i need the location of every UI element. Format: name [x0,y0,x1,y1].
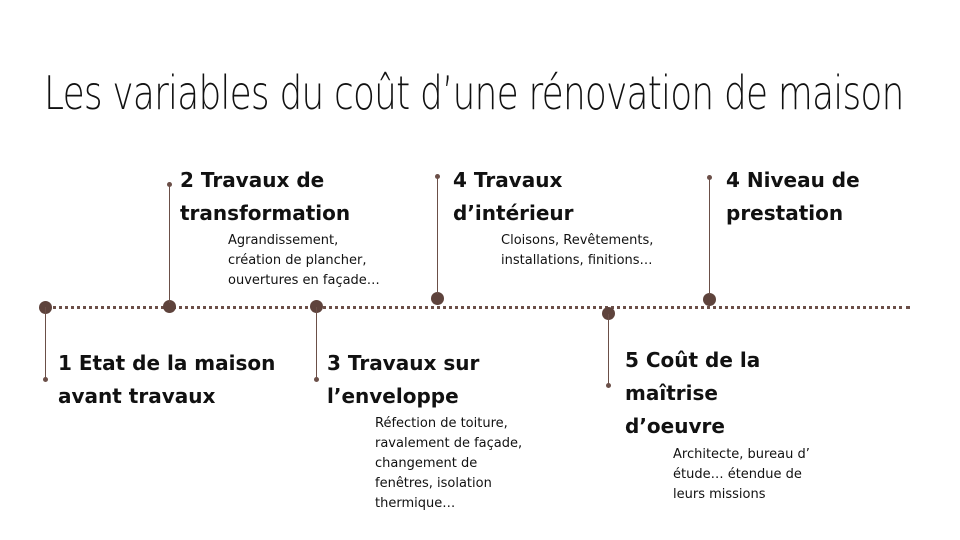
connector-tip-5 [606,383,611,388]
heading-line: maîtrise [625,381,718,405]
step-3-heading [327,347,479,413]
heading-line: 3 Travaux sur [327,351,480,375]
step-5-heading [625,344,760,443]
connector-tip-6 [707,175,712,180]
description-line: création de plancher, [228,253,367,268]
step-4-description [501,231,653,271]
connector-tip-3 [314,377,319,382]
connector-line-2 [169,184,170,303]
description-line: changement de [375,456,478,471]
heading-line: l’enveloppe [327,384,459,408]
heading-line: d’intérieur [453,201,574,225]
connector-tip-1 [43,377,48,382]
description-line: Architecte, bureau d’ [673,447,810,462]
step-4-heading [453,164,574,230]
description-line: ouvertures en façade… [228,273,380,288]
heading-line: prestation [726,201,844,225]
description-line: étude… étendue de [673,467,802,482]
heading-line: 1 Etat de la maison [58,351,276,375]
connector-line-5 [608,314,609,385]
heading-line: transformation [180,201,351,225]
heading-line: avant travaux [58,384,216,408]
description-line: Agrandissement, [228,233,339,248]
description-line: installations, finitions… [501,253,653,268]
heading-line: d’oeuvre [625,414,725,438]
description-line: Cloisons, Revêtements, [501,233,654,248]
description-line: thermique… [375,496,456,511]
connector-line-4 [437,176,438,294]
connector-tip-2 [167,182,172,187]
step-1-heading [58,347,275,413]
connector-tip-4 [435,174,440,179]
description-line: fenêtres, isolation [375,476,492,491]
heading-line: 4 Niveau de [726,168,860,192]
description-line: ravalement de façade, [375,436,523,451]
description-line: Réfection de toiture, [375,416,508,431]
step-5-description [673,445,810,505]
connector-line-1 [45,307,46,379]
step-3-description [375,414,522,514]
step-2-heading [180,164,350,230]
description-line: leurs missions [673,487,766,502]
step-6-heading [726,164,860,230]
page-title: Les variables du coût d’une rénovation de maison [44,66,904,120]
heading-line: 4 Travaux [453,168,563,192]
step-2-description [228,231,380,291]
connector-line-6 [709,177,710,295]
connector-line-3 [316,307,317,379]
heading-line: 2 Travaux de [180,168,325,192]
heading-line: 5 Coût de la [625,348,761,372]
